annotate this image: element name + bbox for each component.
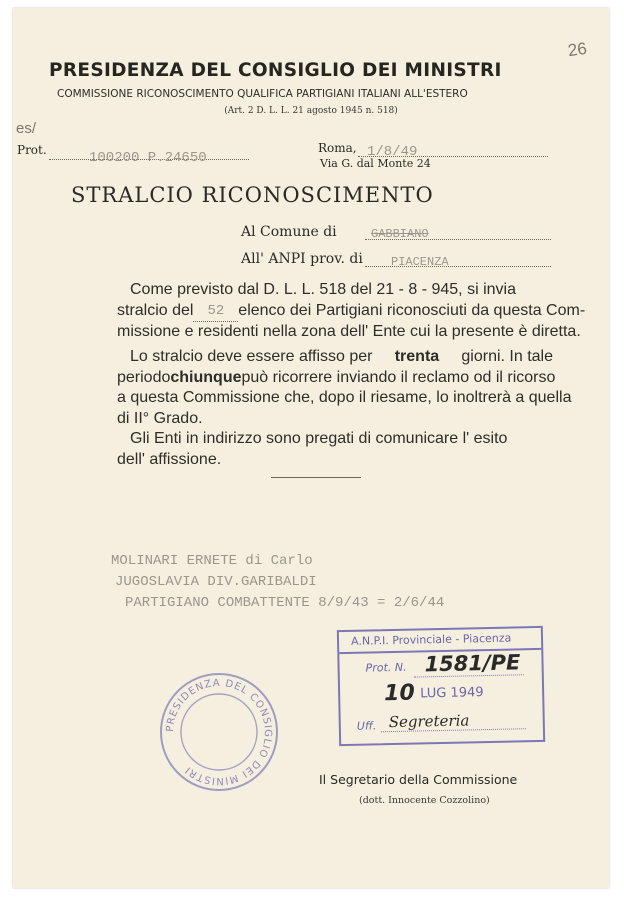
receipt-stamp-header: A.N.P.I. Provinciale - Piacenza [350, 631, 512, 648]
header-subtitle: COMMISSIONE RICONOSCIMENTO QUALIFICA PARTIGIANI ITALIANI ALL'ESTERO [57, 88, 468, 100]
receipt-prot-value: 1581/PE [424, 650, 521, 677]
typed-entry-line-1: MOLINARI ERNETE di Carlo [111, 553, 313, 569]
anpi-receipt-stamp [337, 626, 545, 746]
body-bold: trenta [394, 348, 440, 365]
round-ministry-stamp [157, 670, 281, 794]
body-line: a questa Commissione che, dopo il riesame, lo inoltrerà a quella [117, 389, 572, 406]
document-page [13, 8, 609, 888]
body-line: di II° Grado. [117, 409, 203, 427]
receipt-date-rest: LUG 1949 [420, 685, 484, 702]
typed-entry-line-2: JUGOSLAVIA DIV.GARIBALDI [115, 574, 317, 590]
separator-line [271, 477, 361, 478]
body-line: può ricorrere inviando il reclamo od il ricorso [241, 368, 556, 386]
body-bold: chiunque [170, 368, 242, 386]
body-line: giorni. In tale [461, 348, 553, 365]
prot-pencil-prefix: es/ [16, 120, 37, 137]
body-line: stralcio del [117, 301, 194, 319]
doc-title: STRALCIO RICONOSCIMENTO [71, 183, 434, 207]
body-line: elenco dei Partigiani riconosciuti da questa Com- [238, 301, 586, 319]
anpi-label: All' ANPI prov. di [241, 251, 363, 267]
body-paragraph-3 [117, 429, 553, 470]
body-line: periodo [117, 368, 171, 386]
prot-label: Prot. [17, 143, 47, 157]
body-line: Come previsto dal D. L. L. 518 del 21 - 8 - 945, si invia [130, 281, 516, 298]
signature-role: Il Segretario della Commissione [319, 772, 518, 787]
receipt-uff-label: Uff. [356, 719, 377, 733]
prot-number: 100200 P.24650 [89, 150, 207, 166]
receipt-date-day: 10 [383, 680, 416, 707]
receipt-uff-value: Segreteria [388, 711, 470, 732]
comune-label: Al Comune di [241, 224, 337, 240]
corner-note: 26 [566, 38, 589, 61]
comune-value: GABBIANO [371, 227, 429, 241]
round-stamp-text: PRESIDENZA DEL CONSIGLIO DEI MINISTRI [164, 677, 274, 787]
place-city: Roma, [318, 141, 357, 155]
header-law-ref: (Art. 2 D. L. L. 21 agosto 1945 n. 518) [224, 106, 398, 116]
place-date: 1/8/49 [367, 144, 418, 160]
list-number: 52 [193, 301, 238, 323]
signature-name: (dott. Innocente Cozzolino) [359, 795, 490, 806]
header-title: PRESIDENZA DEL CONSIGLIO DEI MINISTRI [49, 60, 502, 81]
body-line: Gli Enti in indirizzo sono pregati di comunicare l' esito [130, 430, 508, 447]
anpi-value: PIACENZA [391, 255, 449, 269]
receipt-prot-label: Prot. N. [365, 660, 407, 675]
body-line: dell' affissione. [117, 450, 222, 468]
typed-entry-line-3: PARTIGIANO COMBATTENTE 8/9/43 = 2/6/44 [125, 595, 445, 611]
place-address: Via G. dal Monte 24 [320, 157, 431, 170]
body-paragraph-1 [117, 280, 586, 343]
body-paragraph-2 [117, 347, 572, 429]
body-line: Lo stralcio deve essere affisso per [130, 348, 373, 365]
body-line: missione e residenti nella zona dell' Ente cui la presente è diretta. [117, 323, 581, 340]
